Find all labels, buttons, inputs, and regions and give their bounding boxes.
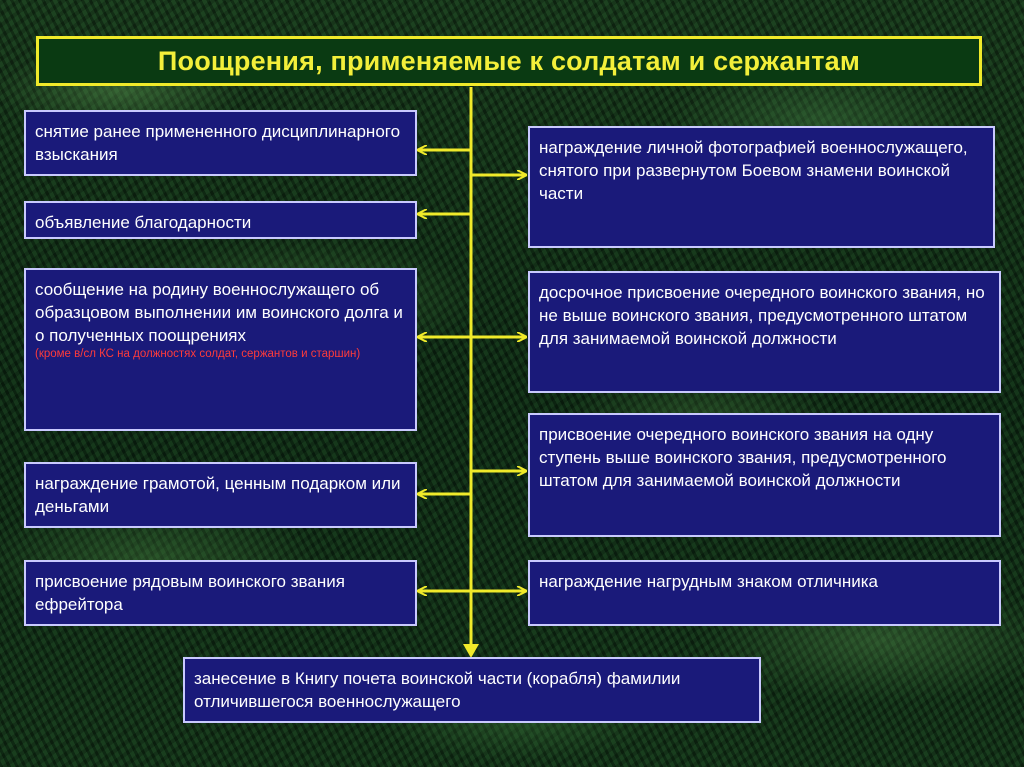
right-item-2 xyxy=(528,271,1001,393)
right-item-4 xyxy=(528,560,1001,626)
left-item-1-text: снятие ранее примененного дисциплинарного взыскания xyxy=(35,122,401,164)
left-item-2-text: объявление благодарности xyxy=(35,213,252,232)
left-item-5 xyxy=(24,560,417,626)
left-item-3-note: (кроме в/сл КС на должностях солдат, сержантов и старшин) xyxy=(35,348,361,360)
left-item-3-text: сообщение на родину военнослужащего об образцовом выполнении им воинского долга и о полученных поощрениях xyxy=(35,280,403,345)
title-box xyxy=(36,36,982,86)
right-item-3 xyxy=(528,413,1001,537)
trunk-arrowhead xyxy=(463,644,479,658)
left-item-5-text: присвоение рядовым воинского звания ефрейтора xyxy=(35,572,345,614)
right-item-4-text: награждение нагрудным знаком отличника xyxy=(539,572,878,591)
left-item-1 xyxy=(24,110,417,176)
left-item-3 xyxy=(24,268,417,431)
left-item-2 xyxy=(24,201,417,239)
right-item-1 xyxy=(528,126,995,248)
right-item-3-text: присвоение очередного воинского звания на одну ступень выше воинского звания, предусмотренного штатом для занимаемой воинской должности xyxy=(539,425,947,490)
right-item-1-text: награждение личной фотографией военнослужащего, снятого при развернутом Боевом знамени воинской части xyxy=(539,138,968,203)
right-item-2-text: досрочное присвоение очередного воинского звания, но не выше воинского звания, предусмотренного штатом для занимаемой воинской должности xyxy=(539,283,985,348)
left-item-4-text: награждение грамотой, ценным подарком или деньгами xyxy=(35,474,401,516)
left-item-4 xyxy=(24,462,417,528)
diagram-title: Поощрения, применяемые к солдатам и сержантам xyxy=(157,45,861,76)
bottom-item-text: занесение в Книгу почета воинской части (корабля) фамилии отличившегося военнослужащего xyxy=(194,669,681,711)
bottom-item xyxy=(183,657,761,723)
